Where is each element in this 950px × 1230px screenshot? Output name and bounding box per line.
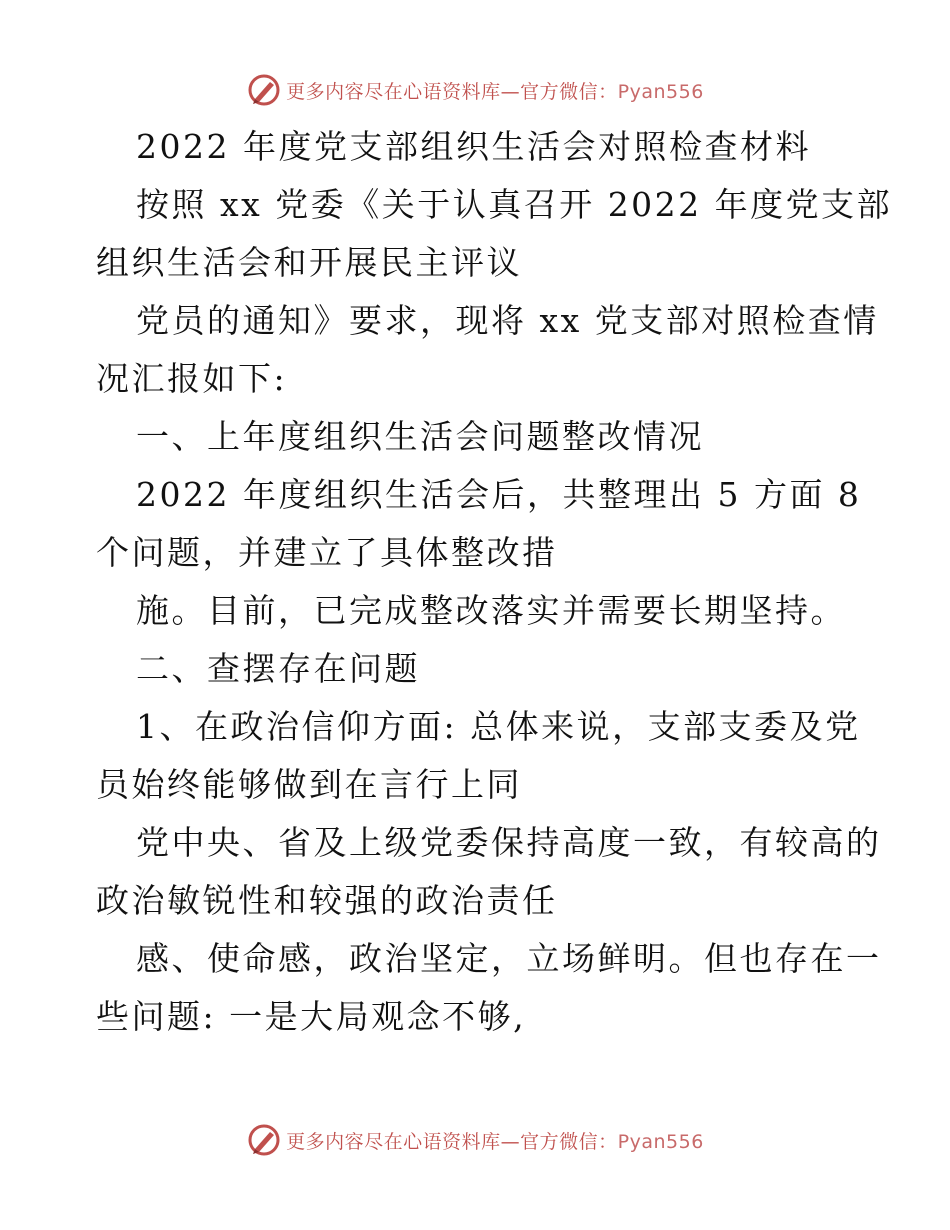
doc-line: 组织生活会和开展民主评议: [96, 243, 522, 282]
watermark-account: Pyan556: [617, 1130, 704, 1153]
doc-line: 党员的通知》要求，现将 xx 党支部对照检查情: [136, 301, 879, 340]
watermark-label: 更多内容尽在心语资料库—官方微信：: [286, 1130, 618, 1153]
watermark-account: Pyan556: [617, 80, 704, 103]
watermark-text: [286, 77, 704, 104]
doc-line: 按照 xx 党委《关于认真召开 2022 年度党支部: [136, 185, 893, 224]
doc-line: 党中央、省及上级党委保持高度一致，有较高的: [136, 823, 882, 862]
doc-line: 政治敏锐性和较强的政治责任: [96, 881, 558, 920]
document-body: [96, 118, 893, 1046]
doc-line: 些问题: 一是大局观念不够,: [96, 997, 527, 1036]
watermark-text: [286, 1127, 704, 1154]
section-heading-1: 一、上年度组织生活会问题整改情况: [136, 417, 704, 456]
watermark-banner-top: [0, 70, 950, 110]
doc-line: 施。目前，已完成整改落实并需要长期坚持。: [136, 591, 846, 630]
section-heading-2: 二、查摆存在问题: [136, 649, 420, 688]
doc-line: 况汇报如下:: [96, 359, 288, 398]
pen-circle-icon: [246, 72, 282, 108]
doc-line: 1、在政治信仰方面: 总体来说，支部支委及党: [136, 707, 861, 746]
doc-line: 员始终能够做到在言行上同: [96, 765, 522, 804]
pen-circle-icon: [246, 1122, 282, 1158]
doc-title: 2022 年度党支部组织生活会对照检查材料: [136, 127, 811, 166]
doc-line: 2022 年度组织生活会后，共整理出 5 方面 8: [136, 475, 862, 514]
watermark-label: 更多内容尽在心语资料库—官方微信：: [286, 80, 618, 103]
doc-line: 感、使命感，政治坚定，立场鲜明。但也存在一: [136, 939, 882, 978]
doc-line: 个问题，并建立了具体整改措: [96, 533, 558, 572]
watermark-banner-bottom: [0, 1120, 950, 1160]
